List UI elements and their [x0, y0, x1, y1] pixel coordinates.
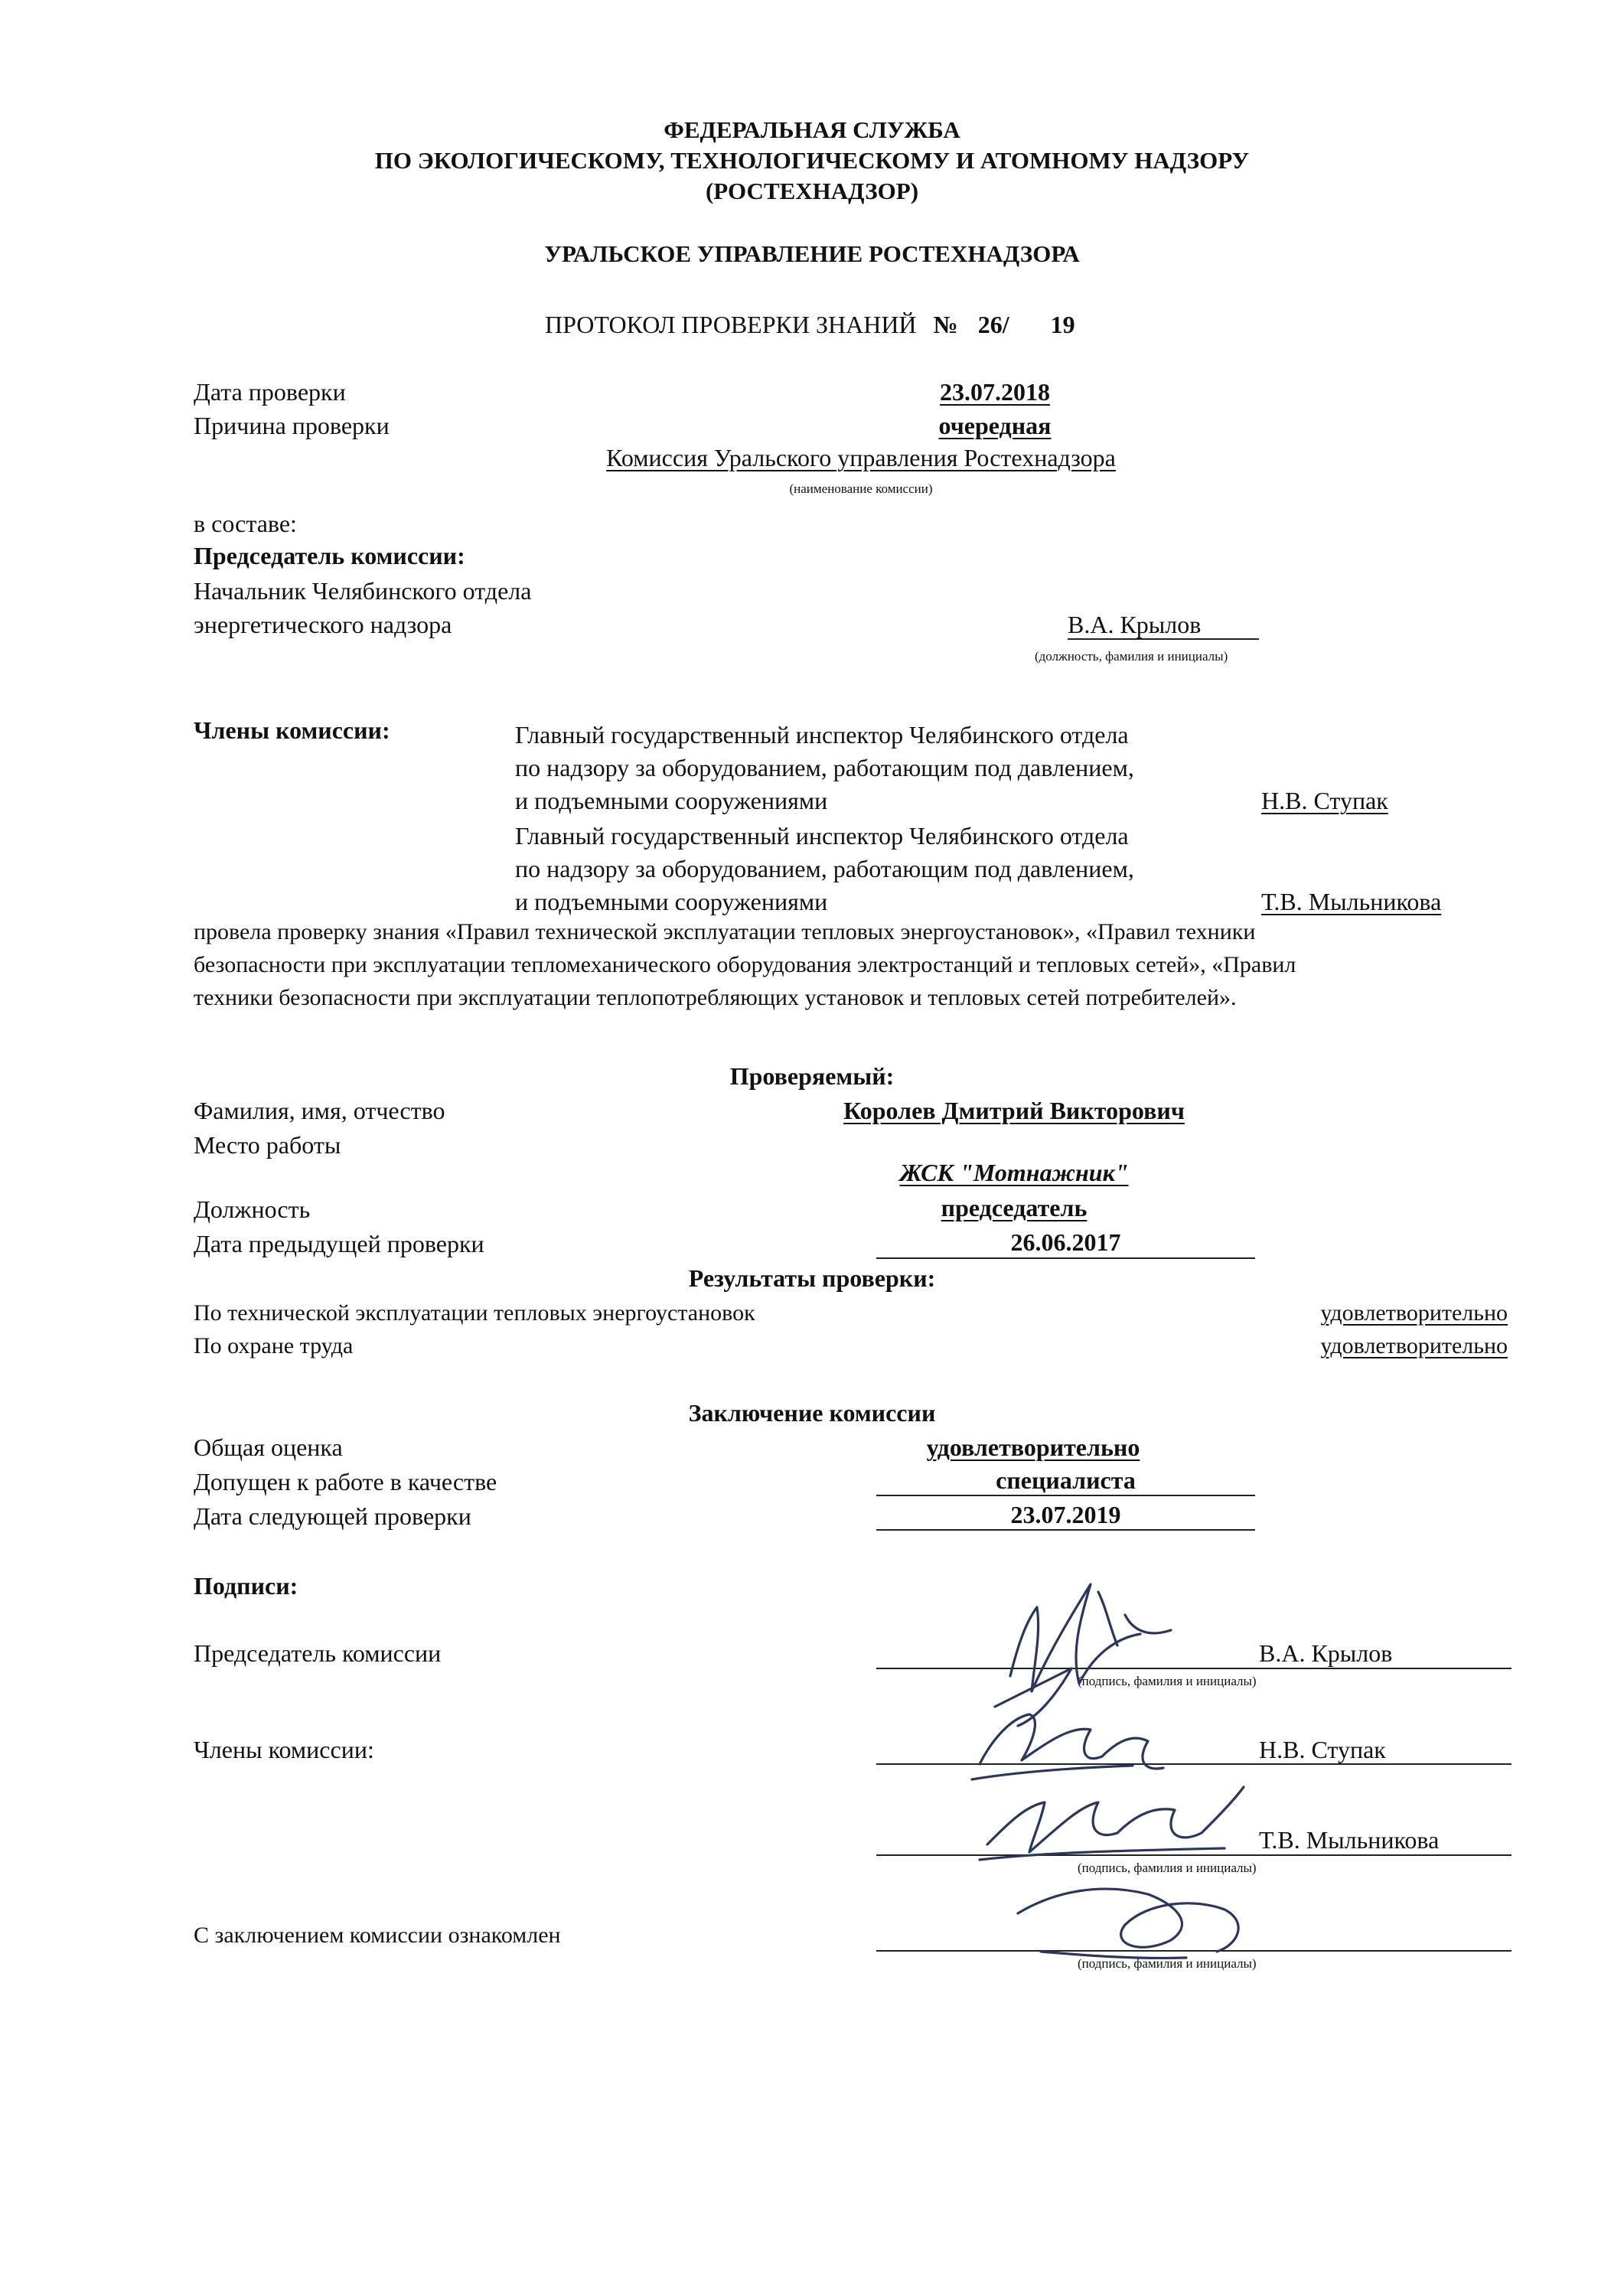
next-date-underline	[876, 1529, 1255, 1531]
result2-value: удовлетворительно	[1320, 1333, 1508, 1358]
sig-members-label: Члены комиссии:	[194, 1736, 374, 1763]
prev-date-label: Дата предыдущей проверки	[194, 1230, 484, 1257]
acquainted-handwritten-signature	[995, 1852, 1270, 1975]
member1-name: Н.В. Ступак	[1261, 787, 1388, 814]
sig-member2-caption: (подпись, фамилия и инициалы)	[1078, 1861, 1257, 1875]
agency-name-line3: (РОСТЕХНАДЗОР)	[705, 178, 919, 204]
commission-caption: (наименование комиссии)	[789, 481, 933, 496]
overall-label: Общая оценка	[194, 1433, 343, 1461]
chairman-heading: Председатель комиссии:	[194, 542, 465, 569]
rules-text-line2: безопасности при эксплуатации тепломеханического оборудования электростанций и тепловых сетей», «Правил	[194, 952, 1296, 977]
examinee-heading: Проверяемый:	[729, 1062, 895, 1090]
chairman-name: В.А. Крылов	[1068, 611, 1202, 638]
result2-label: По охране труда	[194, 1333, 354, 1358]
agency-name-line1: ФЕДЕРАЛЬНАЯ СЛУЖБА	[664, 116, 960, 143]
member2-name: Т.В. Мыльникова	[1261, 888, 1442, 915]
result1-label: По технической эксплуатации тепловых энергоустановок	[194, 1300, 755, 1326]
protocol-year: 19	[1050, 311, 1075, 338]
composition-label: в составе:	[194, 510, 297, 537]
member2-position-line2: по надзору за оборудованием, работающим под давлением,	[515, 855, 1134, 882]
sig-chairman-label: Председатель комиссии	[194, 1639, 442, 1667]
workplace-value: ЖСК "Мотнажник"	[899, 1159, 1129, 1186]
rules-text-line1: провела проверку знания «Правил технической эксплуатации тепловых энергоустановок», «Правил техники	[194, 919, 1256, 944]
chairman-position-line1: Начальник Челябинского отдела	[194, 577, 532, 605]
member1-position-line3: и подъемными сооружениями	[515, 787, 828, 814]
position-label: Должность	[194, 1195, 311, 1223]
protocol-number: 26/	[977, 311, 1009, 338]
results-heading: Результаты проверки:	[688, 1264, 936, 1292]
members-heading: Члены комиссии:	[194, 716, 390, 744]
protocol-title-text: ПРОТОКОЛ ПРОВЕРКИ ЗНАНИЙ	[545, 311, 917, 338]
chairman-name-underline	[1068, 638, 1259, 640]
admitted-underline	[876, 1495, 1255, 1496]
conclusion-heading: Заключение комиссии	[688, 1399, 936, 1427]
check-date-value: 23.07.2018	[940, 378, 1050, 406]
department-name: УРАЛЬСКОЕ УПРАВЛЕНИЕ РОСТЕХНАДЗОРА	[544, 240, 1080, 267]
workplace-label: Место работы	[194, 1131, 341, 1159]
sig-member2-name: Т.В. Мыльникова	[1259, 1826, 1440, 1854]
protocol-number-sign: №	[933, 311, 958, 338]
check-reason-value: очередная	[938, 412, 1052, 439]
check-date-label: Дата проверки	[194, 378, 346, 406]
chairman-position-line2: энергетического надзора	[194, 611, 452, 638]
member1-position-line2: по надзору за оборудованием, работающим под давлением,	[515, 754, 1134, 781]
signatures-heading: Подписи:	[194, 1572, 298, 1600]
sig-acquainted-caption: (подпись, фамилия и инициалы)	[1078, 1956, 1257, 1971]
overall-value: удовлетворительно	[926, 1433, 1140, 1461]
admitted-label: Допущен к работе в качестве	[194, 1468, 497, 1495]
member2-position-line1: Главный государственный инспектор Челябинского отдела	[515, 822, 1129, 850]
chairman-caption: (должность, фамилия и инициалы)	[1035, 649, 1228, 664]
result1-value: удовлетворительно	[1320, 1300, 1508, 1326]
position-value: председатель	[941, 1194, 1088, 1221]
member1-position-line1: Главный государственный инспектор Челябинского отдела	[515, 721, 1129, 748]
fio-value: Королев Дмитрий Викторович	[843, 1097, 1185, 1124]
sig-chairman-name: В.А. Крылов	[1259, 1639, 1393, 1667]
sig-acquainted-label: С заключением комиссии ознакомлен	[194, 1923, 561, 1948]
rules-text-line3: техники безопасности при эксплуатации теплопотребляющих установок и тепловых сетей потребителей».	[194, 985, 1237, 1010]
agency-name-line2: ПО ЭКОЛОГИЧЕСКОМУ, ТЕХНОЛОГИЧЕСКОМУ И АТОМНОМУ НАДЗОРУ	[374, 147, 1250, 174]
prev-date-underline	[876, 1257, 1255, 1259]
check-reason-label: Причина проверки	[194, 412, 390, 439]
protocol-title	[545, 309, 1075, 340]
member2-position-line3: и подъемными сооружениями	[515, 888, 828, 915]
sig-chairman-caption: (подпись, фамилия и инициалы)	[1078, 1674, 1257, 1688]
admitted-value: специалиста	[996, 1466, 1136, 1494]
sig-member1-name: Н.В. Ступак	[1259, 1736, 1386, 1763]
next-date-label: Дата следующей проверки	[194, 1502, 471, 1530]
fio-label: Фамилия, имя, отчество	[194, 1097, 445, 1124]
commission-name: Комиссия Уральского управления Ростехнадзора	[606, 444, 1116, 471]
next-date-value: 23.07.2019	[1010, 1501, 1121, 1528]
prev-date-value: 26.06.2017	[1010, 1228, 1121, 1256]
